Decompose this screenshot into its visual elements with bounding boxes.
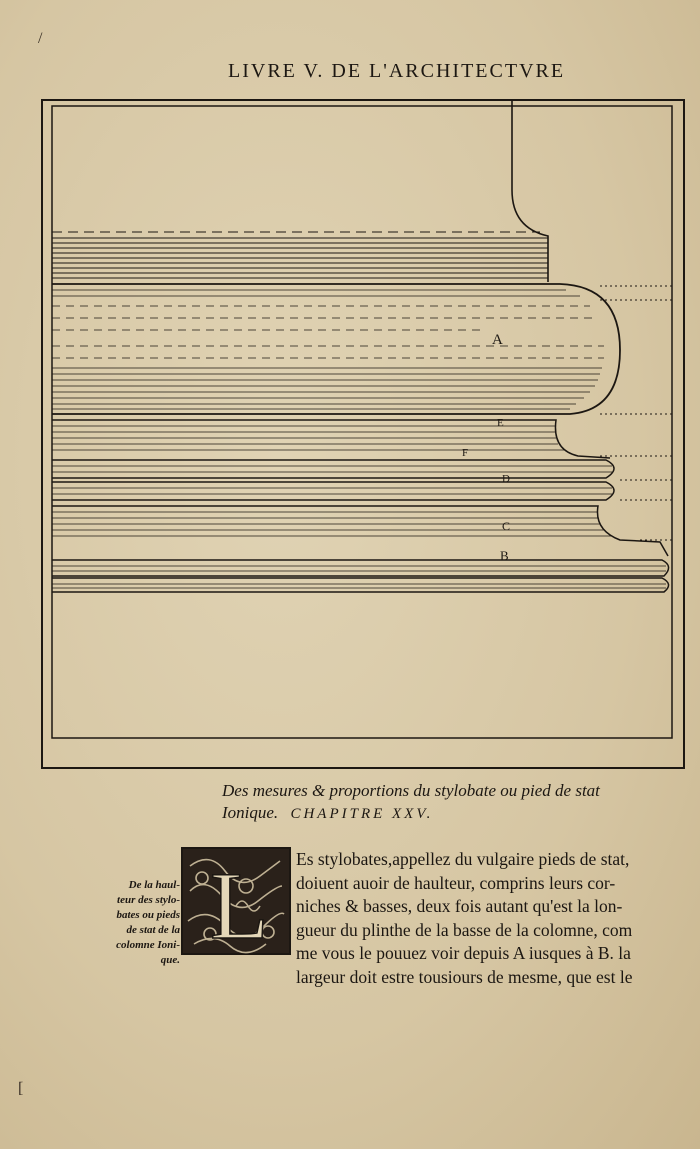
margin-note-line: bates ou pieds <box>116 909 180 921</box>
plate-label-c: C <box>502 519 511 533</box>
body-line: gueur du plinthe de la basse de la colomne, com <box>296 919 633 940</box>
running-head: LIVRE V. DE L'ARCHITECTVRE <box>228 60 566 82</box>
body-text <box>296 848 696 989</box>
dropcap-letter: L <box>210 852 269 956</box>
body-line: niches & basses, deux fois autant qu'est la lon- <box>296 896 623 916</box>
plate-label-d: D <box>502 473 510 485</box>
plate-label-a: A <box>492 332 503 348</box>
margin-note-line: que. <box>160 954 180 966</box>
margin-note <box>110 878 180 968</box>
plate-label-b: B <box>500 548 509 563</box>
margin-note-line: de stat de la <box>126 924 180 936</box>
chapter-number: CHAPITRE XXV. <box>290 806 434 822</box>
margin-note-line: De la haul- <box>128 879 180 891</box>
caption-title: Des mesures & proportions du stylobate ou pied de stat <box>222 781 600 800</box>
edge-mark-bottom: [ <box>18 1080 24 1097</box>
margin-note-line: teur des stylo- <box>117 894 180 906</box>
decorated-initial <box>180 846 292 956</box>
caption-title-line2: Ionique. <box>222 803 279 822</box>
plate-label-e: E <box>497 417 504 429</box>
plate-label-f: F <box>462 447 469 459</box>
chapter-caption <box>222 780 662 825</box>
body-line: largeur doit estre tousiours de mesme, que est le <box>296 966 633 987</box>
body-line: Es stylobates,appellez du vulgaire pieds de stat, <box>296 849 630 869</box>
body-line: doiuent auoir de haulteur, comprins leurs cor- <box>296 872 616 893</box>
margin-note-line: colomne Ioni- <box>116 939 180 951</box>
body-line: me vous le pouuez voir depuis A iusques à B. la <box>296 943 631 963</box>
edge-mark-top: / <box>38 30 43 47</box>
